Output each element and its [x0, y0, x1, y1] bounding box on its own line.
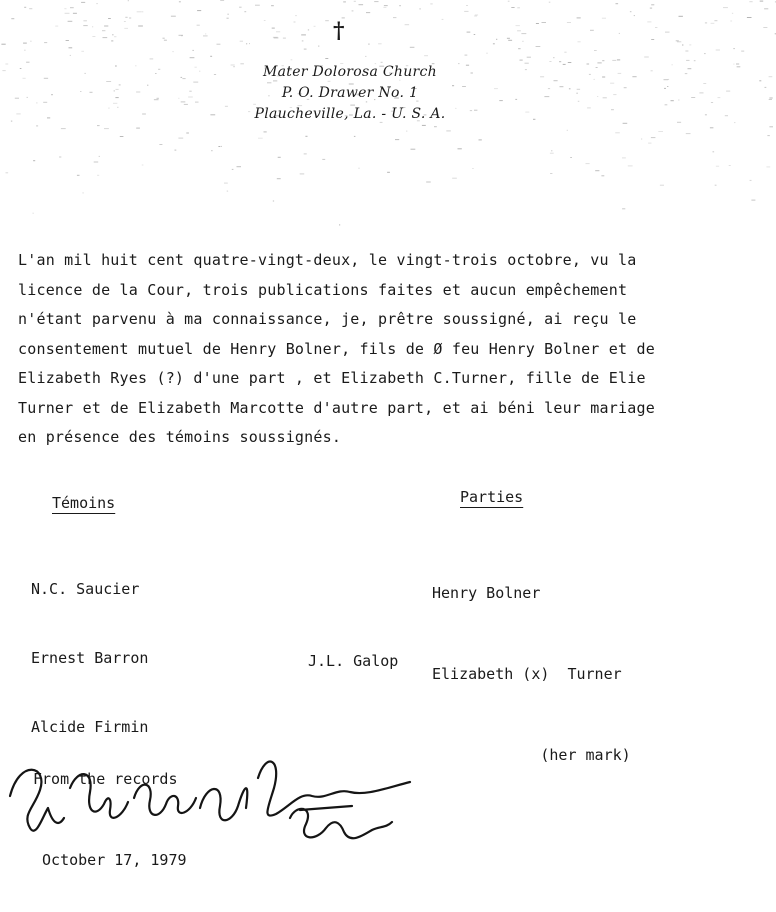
record-line: licence de la Cour, trois publications faites et aucun empêchement	[18, 280, 628, 299]
record-line: en présence des témoins soussignés.	[18, 428, 342, 446]
parties-list	[432, 526, 631, 796]
letterhead	[200, 62, 500, 125]
marriage-record-text	[18, 246, 758, 453]
witnesses-heading: Témoins	[52, 494, 116, 512]
witness-name: Ernest Barron	[31, 649, 149, 667]
party-mark-note: (her mark)	[432, 746, 631, 764]
pastor-signature	[0, 748, 420, 858]
certification-source: From the records	[33, 770, 178, 788]
witness-name: Alcide Firmin	[31, 718, 149, 736]
church-location: Plaucheville, La. - U. S. A.	[254, 106, 446, 122]
record-line: Turner et de Elizabeth Marcotte d'autre part, et ai béni leur mariage	[18, 398, 655, 417]
party-name: Henry Bolner	[432, 584, 541, 602]
church-name: Mater Dolorosa Church	[263, 64, 437, 80]
witness-name: N.C. Saucier	[31, 580, 140, 598]
church-address: P. O. Drawer No. 1	[281, 85, 419, 101]
parties-heading: Parties	[460, 488, 524, 506]
record-line: L'an mil huit cent quatre-vingt-deux, le vingt-trois octobre, vu la	[18, 251, 637, 269]
record-line: consentement mutuel de Henry Bolner, fils de Ø feu Henry Bolner et de	[18, 339, 655, 358]
record-line: n'étant parvenu à ma connaissance, je, prêtre soussigné, ai reçu le	[18, 310, 637, 328]
party-name: Elizabeth (x) Turner	[432, 665, 622, 683]
certification-date: October 17, 1979	[33, 851, 187, 869]
record-line: Elizabeth Ryes (?) d'une part , et Elizabeth C.Turner, fille de Elie	[18, 369, 646, 387]
officiant-name: J.L. Galop	[308, 652, 399, 670]
cross-icon: †	[333, 18, 345, 44]
